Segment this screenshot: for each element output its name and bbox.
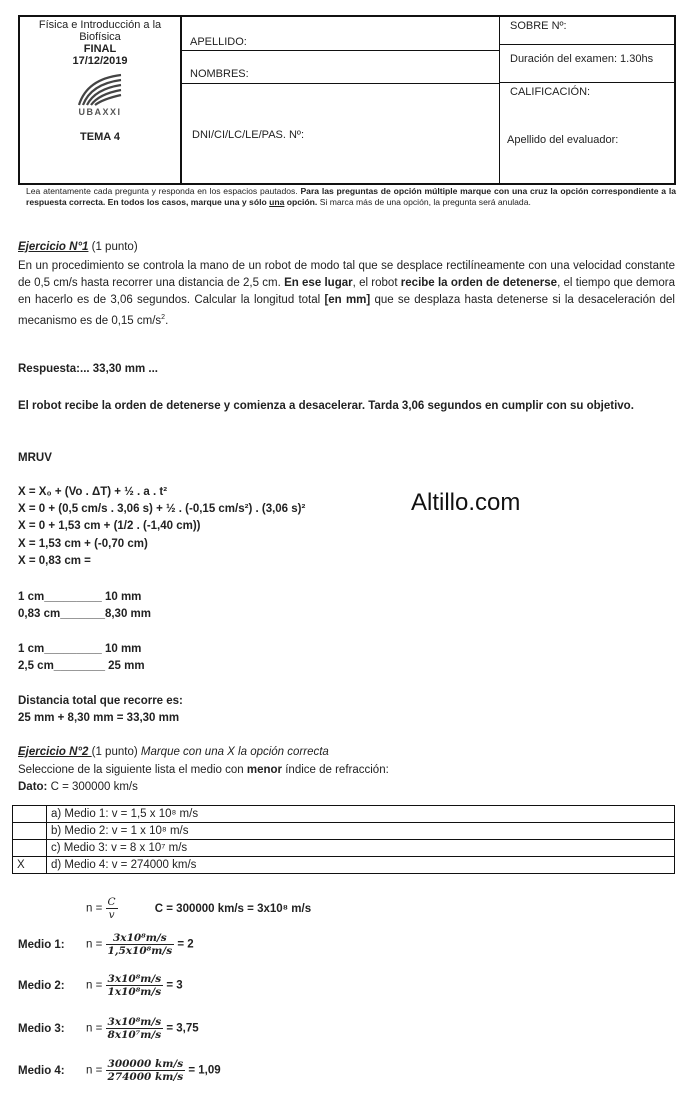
- conversion-1a: 1 cm_________ 10 mm: [18, 591, 142, 603]
- nombres-label: NOMBRES:: [190, 68, 249, 80]
- conversion-2a: 1 cm_________ 10 mm: [18, 643, 142, 655]
- ej1-statement: En un procedimiento se controla la mano de un robot de modo tal que se desplace rectilíneamente con una velocidad constante de 0,5 cm/s hasta recorrer una distancia de 2,5 cm. En ese lugar, el robot recibe la orden de detenerse, el tiempo que demora en hacerlo es de 3,06 segundos. Calcular la longitud total [en mm] que se desplaza hasta detenerse si la desaceleración del mecanismo es de 0,15 $cm/s^2$.: [18, 260, 675, 327]
- option-row-c[interactable]: [13, 840, 675, 857]
- medio-4-calc: Medio 4: n = $\frac{300000 km/s}{274000 km/s}$ = 1,09: [18, 1058, 221, 1083]
- equation-4: X = 1,53 cm + (-0,70 cm): [18, 538, 148, 550]
- exam-header: [18, 15, 676, 185]
- course-cell: [20, 17, 182, 183]
- course-title-line2: Biofísica: [79, 31, 121, 43]
- conversion-2b: 2,5 cm________ 25 mm: [18, 660, 145, 672]
- medio-1-calc: Medio 1: n = $\frac{\text{3x10⁸m/s}}{\text{1,5x10⁸m/s}}$ = 2: [18, 932, 194, 957]
- option-row-a[interactable]: [13, 806, 675, 823]
- exam-type: FINAL: [83, 43, 117, 55]
- student-data-cell: [182, 17, 500, 183]
- total-value: 25 mm + 8,30 mm = 33,30 mm: [18, 712, 180, 724]
- exam-date: 17/12/2019: [72, 55, 128, 67]
- option-text: c) Medio 3: v = 8 x 10⁷ m/s: [47, 840, 675, 857]
- option-text: b) Medio 2: v = 1 x 10⁸ m/s: [47, 823, 675, 840]
- equation-1: X = X₀ + (Vo . ΔT) + ½ . a . t²: [18, 486, 168, 498]
- logo-text: UBAXXI: [78, 107, 122, 117]
- duracion-label: Duración del examen: 1.30hs: [510, 53, 654, 65]
- equation-3: X = 0 + 1,53 cm + (1/2 . (-1,40 cm)): [18, 520, 201, 532]
- instructions: Lea atentamente cada pregunta y responda en los espacios pautados. Para las preguntas de opción múltiple marque con una cruz la opción correspondiente a la respuesta correcta. En todos los casos, marque una y sólo una opción. Si marca más de una opción, la pregunta será anulada.: [26, 186, 676, 207]
- option-mark[interactable]: X: [13, 857, 47, 874]
- tema-label: TEMA 4: [80, 131, 120, 143]
- option-text: d) Medio 4: v = 274000 km/s: [47, 857, 675, 874]
- ej1-title: Ejercicio N°1 (1 punto): [18, 241, 138, 253]
- ej2-dato: Dato: C = 300000 km/s: [18, 781, 138, 793]
- calificacion-label: CALIFICACIÓN:: [510, 86, 591, 98]
- apellido-label: APELLIDO:: [190, 36, 247, 48]
- watermark-text: Altillo.com: [411, 489, 521, 516]
- option-mark[interactable]: [13, 806, 47, 823]
- ej1-explanation: El robot recibe la orden de detenerse y comienza a desacelerar. Tarda 3,06 segundos en cumplir con su objetivo.: [18, 400, 634, 412]
- options-table: [12, 805, 675, 874]
- option-row-b[interactable]: [13, 823, 675, 840]
- total-label: Distancia total que recorre es:: [18, 695, 183, 707]
- ej2-statement: Seleccione de la siguiente lista el medio con menor índice de refracción:: [18, 764, 389, 776]
- exam-info-cell: [500, 17, 674, 183]
- equation-2: X = 0 + (0,5 cm/s . 3,06 s) + ½ . (-0,15 cm/s²) . (3,06 s)²: [18, 503, 306, 515]
- medio-2-calc: Medio 2: n = $\frac{\text{3x10⁸m/s}}{\text{1x10⁸m/s}}$ = 3: [18, 973, 183, 998]
- ej2-title: Ejercicio N°2 (1 punto) Marque con una X la opción correcta: [18, 746, 329, 758]
- option-mark[interactable]: [13, 823, 47, 840]
- ubaxxi-logo-icon: [77, 73, 123, 107]
- dni-label: DNI/CI/LC/LE/PAS. Nº:: [192, 129, 305, 141]
- equation-5: X = 0,83 cm =: [18, 555, 91, 567]
- option-mark[interactable]: [13, 840, 47, 857]
- course-title-line1: Física e Introducción a la: [38, 19, 162, 31]
- sobre-label: SOBRE Nº:: [510, 20, 567, 32]
- conversion-1b: 0,83 cm_______8,30 mm: [18, 608, 151, 620]
- mruv-label: MRUV: [18, 452, 52, 464]
- option-text: a) Medio 1: v = 1,5 x 10⁸ m/s: [47, 806, 675, 823]
- ej1-answer: Respuesta:... 33,30 mm ...: [18, 363, 158, 375]
- evaluador-label: Apellido del evaluador:: [507, 134, 619, 146]
- option-row-d[interactable]: [13, 857, 675, 874]
- n-formula: n = $\frac{C}{v}$ C = 300000 km/s = 3x10⁸ m/s: [86, 896, 312, 921]
- medio-3-calc: Medio 3: n = $\frac{\text{3x10⁸m/s}}{\text{8x10⁷m/s}}$ = 3,75: [18, 1016, 199, 1041]
